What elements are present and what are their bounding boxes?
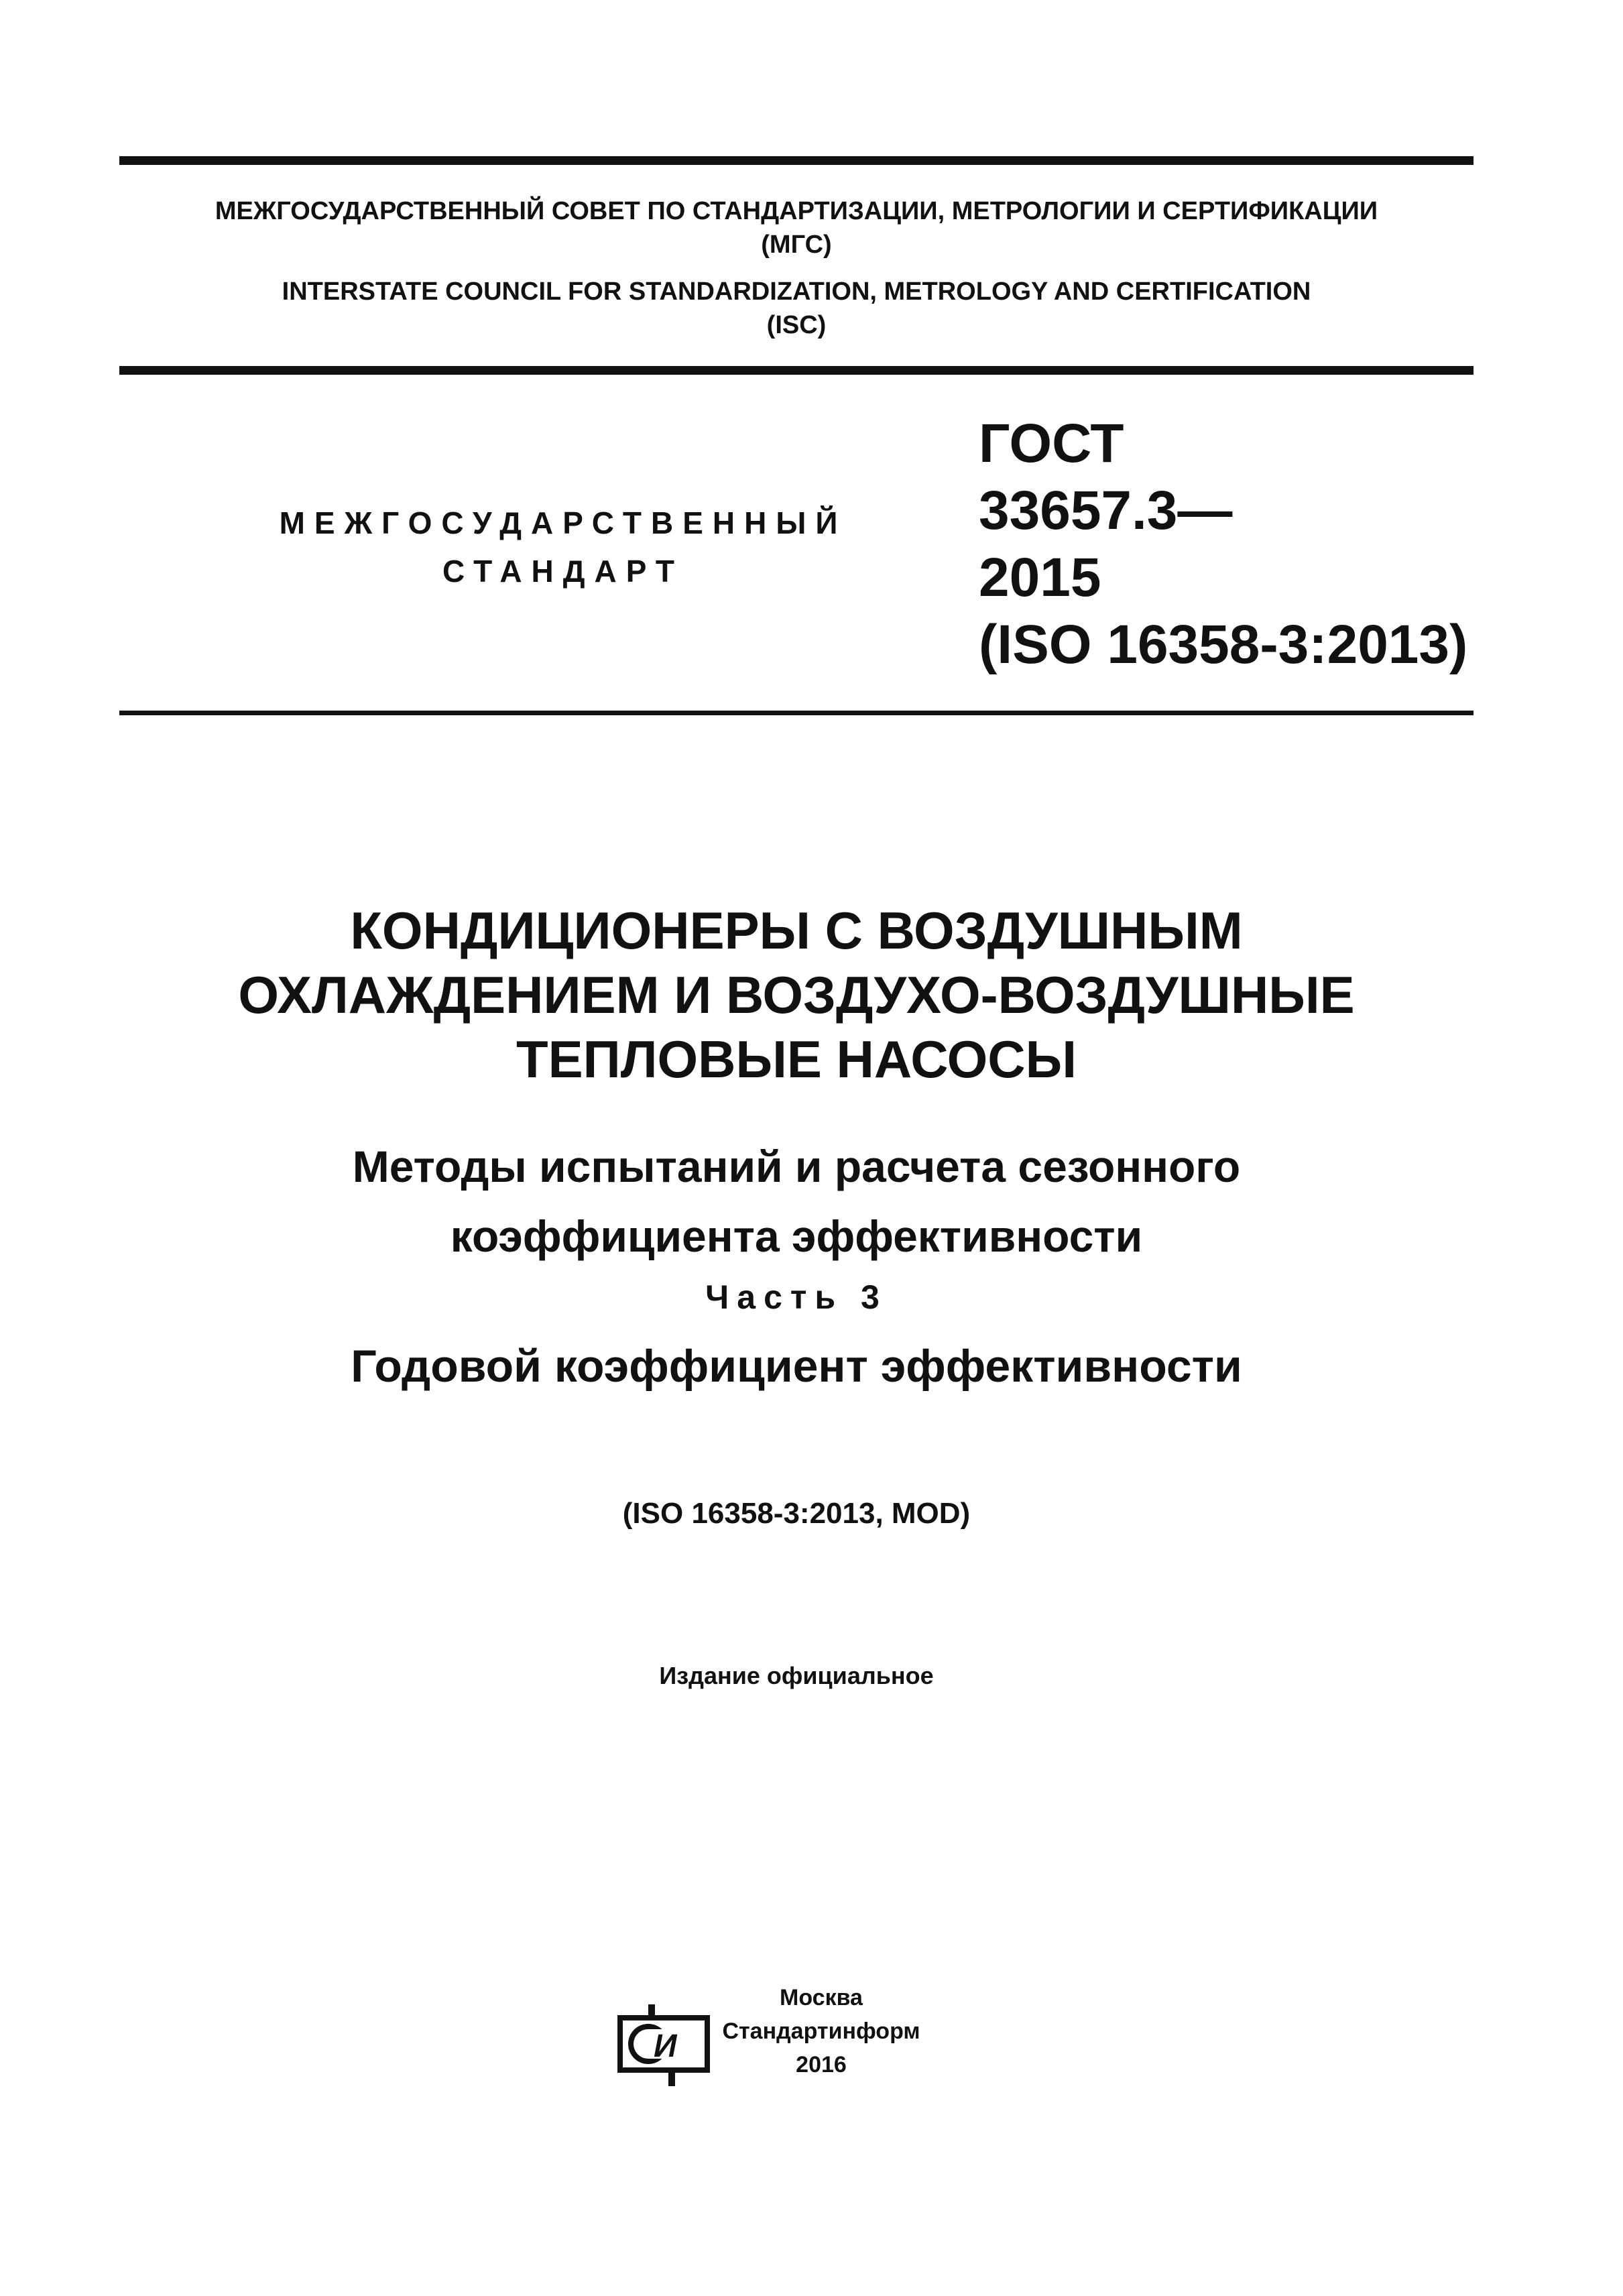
council-en-block — [119, 275, 1474, 342]
middle-rule — [119, 366, 1474, 375]
subtitle-line2: коэффициента эффективности — [450, 1211, 1143, 1261]
svg-text:И: И — [654, 2029, 677, 2064]
standard-label-line1: МЕЖГОСУДАРСТВЕННЫЙ — [279, 505, 847, 540]
gost-prefix: ГОСТ — [979, 413, 1124, 474]
standard-label-line2: СТАНДАРТ — [442, 554, 684, 589]
publisher-city: Москва — [780, 1985, 863, 2010]
document-title — [119, 898, 1474, 1091]
part-label: Часть 3 — [705, 1278, 888, 1316]
title-line1: КОНДИЦИОНЕРЫ С ВОЗДУШНЫМ — [350, 901, 1243, 960]
lower-rule — [119, 711, 1474, 715]
publisher-year: 2016 — [796, 2052, 847, 2077]
iso-reference: (ISO 16358-3:2013, MOD) — [622, 1497, 971, 1530]
title-line3: ТЕПЛОВЫЕ НАСОСЫ — [516, 1030, 1077, 1089]
gost-number: 33657.3— — [979, 480, 1233, 541]
title-line2: ОХЛАЖДЕНИЕМ И ВОЗДУХО-ВОЗДУШНЫЕ — [238, 965, 1355, 1024]
standartinform-logo-icon — [613, 2003, 714, 2090]
edition-note: Издание официальное — [659, 1662, 934, 1689]
subtitle-line1: Методы испытаний и расчета сезонного — [352, 1142, 1241, 1191]
council-en-abbr: (ISC) — [766, 311, 827, 339]
council-en-name: INTERSTATE COUNCIL FOR STANDARDIZATION, METROLOGY AND CERTIFICATION — [282, 278, 1311, 306]
publisher-name: Стандартинформ — [722, 2018, 920, 2044]
gost-iso-equivalent: (ISO 16358-3:2013) — [979, 614, 1468, 675]
top-rule — [119, 156, 1474, 165]
gost-designation — [979, 410, 1467, 678]
document-subtitle — [119, 1132, 1474, 1271]
publisher-block — [711, 1981, 932, 2081]
part-title: Годовой коэффициент эффективности — [351, 1341, 1242, 1392]
council-ru-block — [119, 194, 1474, 261]
council-ru-name: МЕЖГОСУДАРСТВЕННЫЙ СОВЕТ ПО СТАНДАРТИЗАЦИИ, МЕТРОЛОГИИ И СЕРТИФИКАЦИИ — [215, 197, 1378, 225]
gost-year: 2015 — [979, 547, 1101, 608]
council-ru-abbr: (МГС) — [761, 231, 832, 259]
